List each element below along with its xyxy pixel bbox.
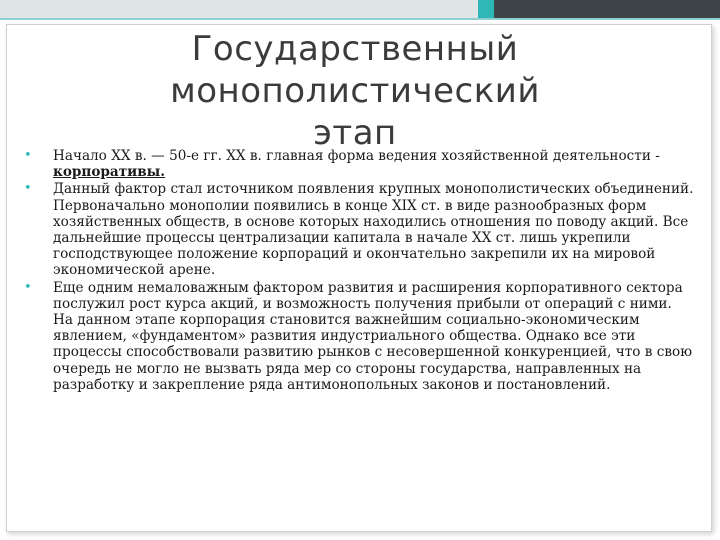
bullet-item-1 bbox=[22, 148, 694, 180]
slide-title bbox=[10, 28, 700, 154]
bullet-2-text: Данный фактор стал источником появления крупных монополистических объединений. Первоначально монополии появились в конце XIX ст. в виде разнообразных форм хозяйственных обществ, в основе которых находились отношения по поводу акций. Все дальнейшие процессы централизации капитала в начале XX ст. лишь укрепили господствующее положение корпораций и окончательно закрепили их на мировой экономической арене. bbox=[53, 181, 694, 279]
bullet-1-keyword: корпоративы. bbox=[53, 164, 166, 181]
slide-title-line-2: этап bbox=[313, 113, 397, 153]
bullet-item-2 bbox=[22, 181, 694, 278]
bullet-dot-icon: • bbox=[24, 279, 32, 295]
top-bar-dark-segment bbox=[494, 0, 720, 18]
slide-title-line-1: Государственный монополистический bbox=[170, 29, 540, 111]
top-decor-bar bbox=[0, 0, 720, 18]
top-bar-accent-segment bbox=[478, 0, 494, 18]
bullet-3-text: Еще одним немаловажным фактором развития и расширения корпоративного сектора послужил рост курса акций, и возможность получения прибыли от операций с ними. На данном этапе корпорация становится важнейшим социально-экономическим явлением, «фундаментом» развития индустриального общества. Однако все эти процессы способствовали развитию рынков с несовершенной конкуренцией, что в свою очередь не могло не вызвать ряда мер со стороны государства, направленных на разработку и закрепление ряда антимонопольных законов и постановлений. bbox=[53, 279, 693, 393]
bullet-dot-icon: • bbox=[24, 181, 32, 197]
top-accent-line bbox=[0, 18, 720, 20]
bullet-item-3 bbox=[22, 280, 694, 393]
top-bar-light-segment bbox=[0, 0, 478, 18]
bullet-dot-icon: • bbox=[24, 148, 32, 163]
bullet-1-text: Начало XX в. — 50-е гг. XX в. главная форма ведения хозяйственной деятельности - bbox=[53, 148, 660, 164]
bullet-list bbox=[22, 148, 694, 394]
